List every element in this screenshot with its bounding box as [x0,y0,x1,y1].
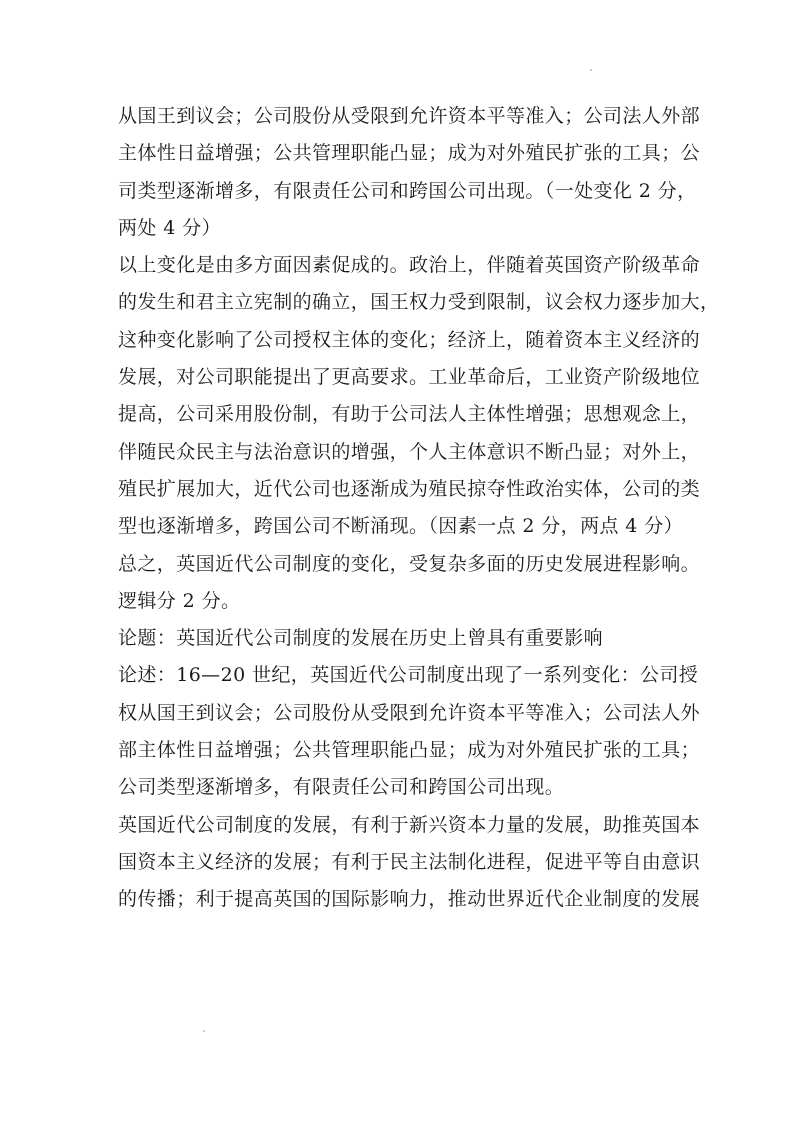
scan-speck [590,69,592,71]
text-line: 的发生和君主立宪制的确立，国王权力受到限制，议会权力逐步加大， [118,291,720,314]
text-line: 这种变化影响了公司授权主体的变化；经济上，随着资本主义经济的 [118,328,701,351]
text-line: 两处 4 分） [118,216,221,239]
text-line: 公司类型逐渐增多，有限责任公司和跨国公司出现。 [118,776,565,799]
text-line: 伴随民众民主与法治意识的增强，个人主体意识不断凸显；对外上， [118,440,701,463]
paragraph-company-changes [118,98,701,247]
text-line: 英国近代公司制度的发展，有利于新兴资本力量的发展，助推英国本 [118,813,701,836]
paragraph-argument [118,657,701,806]
text-line: 司类型逐渐增多，有限责任公司和跨国公司出现。（一处变化 2 分， [118,179,697,202]
paragraph-impact [118,807,701,919]
paragraph-causes [118,247,720,545]
text-line: 殖民扩展加大，近代公司也逐渐成为殖民掠夺性政治实体，公司的类 [118,477,701,500]
paragraph-summary [118,546,701,621]
text-line: 部主体性日益增强；公共管理职能凸显；成为对外殖民扩张的工具； [118,739,701,762]
document-body [118,98,720,919]
text-line: 权从国王到议会；公司股份从受限到允许资本平等准入；公司法人外 [118,701,701,724]
text-line: 主体性日益增强；公共管理职能凸显；成为对外殖民扩张的工具；公 [118,142,701,165]
text-line: 的传播；利于提高英国的国际影响力，推动世界近代企业制度的发展 [118,888,701,911]
text-line: 论题：英国近代公司制度的发展在历史上曾具有重要影响 [118,627,604,650]
text-line: 从国王到议会；公司股份从受限到允许资本平等准入；公司法人外部 [118,105,701,127]
scan-speck [203,1030,205,1032]
text-line: 国资本主义经济的发展；有利于民主法制化进程，促进平等自由意识 [118,850,701,873]
text-line: 以上变化是由多方面因素促成的。政治上，伴随着英国资产阶级革命 [118,254,701,277]
text-line: 提高，公司采用股份制，有助于公司法人主体性增强；思想观念上， [118,403,701,426]
text-line: 论述：16—20 世纪，英国近代公司制度出现了一系列变化：公司授 [118,664,699,687]
text-line: 逻辑分 2 分。 [118,589,241,612]
text-line: 型也逐渐增多，跨国公司不断涌现。（因素一点 2 分，两点 4 分） [118,515,684,538]
text-line: 发展，对公司职能提出了更高要求。工业革命后，工业资产阶级地位 [118,366,701,389]
paragraph-thesis [118,620,678,657]
text-line: 总之，英国近代公司制度的变化，受复杂多面的历史发展进程影响。 [118,552,701,575]
